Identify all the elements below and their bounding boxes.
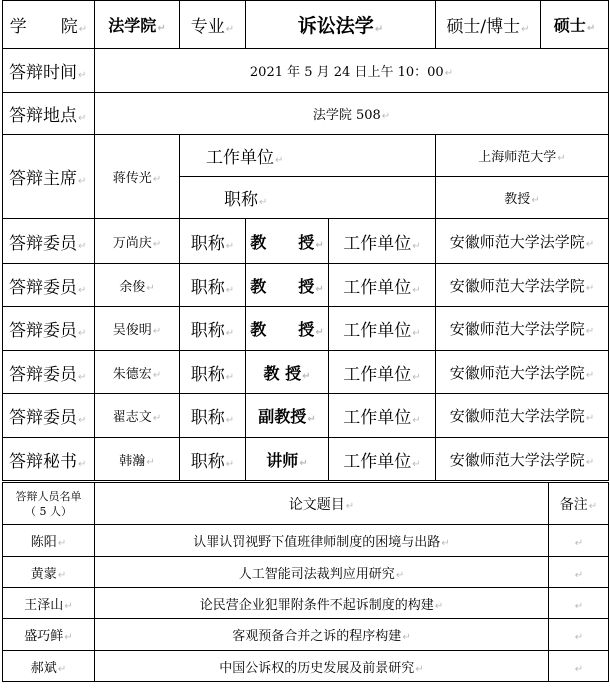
- student-name: 陈阳↵: [3, 525, 95, 557]
- student-row: [3, 619, 609, 651]
- member-unit: 安徽师范大学法学院↵: [436, 264, 609, 307]
- student-note: ↵: [549, 619, 609, 651]
- member-name: 韩瀚↵: [95, 438, 180, 481]
- student-row: [3, 525, 609, 557]
- thesis-topic-header: 论文题目↵: [95, 483, 549, 525]
- member-row: [3, 351, 609, 394]
- member-title: 教 授↵: [246, 219, 329, 264]
- member-title-label: 职称↵: [180, 307, 246, 351]
- member-title: 教 授↵: [246, 307, 329, 351]
- student-row: [3, 651, 609, 682]
- member-title-label: 职称↵: [180, 219, 246, 264]
- member-name: 余俊↵: [95, 264, 180, 307]
- time-label: 答辩时间↵: [3, 49, 95, 93]
- member-row: [3, 438, 609, 481]
- member-unit-label: 工作单位↵: [329, 264, 436, 307]
- member-title-label: 职称↵: [180, 394, 246, 438]
- student-row: [3, 557, 609, 588]
- people-count-label: 答辩人员名单 （ 5 人）: [3, 483, 95, 525]
- member-unit: 安徽师范大学法学院↵: [436, 307, 609, 351]
- member-unit: 安徽师范大学法学院↵: [436, 219, 609, 264]
- student-topic: 认罪认罚视野下值班律师制度的困境与出路↵: [95, 525, 549, 557]
- member-row: [3, 307, 609, 351]
- member-title: 副教授↵: [246, 394, 329, 438]
- note-header: 备注↵: [549, 483, 609, 525]
- defense-info-table: [2, 0, 609, 219]
- member-unit-label: 工作单位↵: [329, 394, 436, 438]
- member-role: 答辩委员↵: [3, 394, 95, 438]
- major-value: 诉讼法学↵: [246, 1, 436, 49]
- member-title: 讲师↵: [246, 438, 329, 481]
- student-name: 黄蒙↵: [3, 557, 95, 588]
- member-unit-label: 工作单位↵: [329, 219, 436, 264]
- place-value: 法学院 508↵: [95, 93, 609, 135]
- place-label: 答辩地点↵: [3, 93, 95, 135]
- member-row: [3, 264, 609, 307]
- member-title-label: 职称↵: [180, 438, 246, 481]
- member-title-label: 职称↵: [180, 351, 246, 394]
- student-topic: 人工智能司法裁判应用研究↵: [95, 557, 549, 588]
- time-value: 2021 年 5 月 24 日上午 10：00↵: [95, 49, 609, 93]
- chair-title-label: 职称↵: [180, 177, 436, 219]
- member-unit: 安徽师范大学法学院↵: [436, 351, 609, 394]
- student-note: ↵: [549, 651, 609, 682]
- student-name: 郝斌↵: [3, 651, 95, 682]
- college-value: 法学院↵: [95, 1, 180, 49]
- student-topic: 客观预备合并之诉的程序构建↵: [95, 619, 549, 651]
- student-note: ↵: [549, 525, 609, 557]
- member-role: 答辩委员↵: [3, 219, 95, 264]
- member-name: 吴俊明↵: [95, 307, 180, 351]
- student-topic: 中国公诉权的历史发展及前景研究↵: [95, 651, 549, 682]
- chair-name: 蒋传光↵: [95, 135, 180, 219]
- student-row: [3, 588, 609, 619]
- student-note: ↵: [549, 588, 609, 619]
- degree-label: 硕士/博士↵: [436, 1, 541, 49]
- committee-members-table: [2, 218, 609, 481]
- member-name: 翟志文↵: [95, 394, 180, 438]
- student-name: 王泽山↵: [3, 588, 95, 619]
- student-topic: 论民营企业犯罪附条件不起诉制度的构建↵: [95, 588, 549, 619]
- degree-value: 硕士↵: [541, 1, 609, 49]
- member-title-label: 职称↵: [180, 264, 246, 307]
- chair-unit-label: 工作单位↵: [180, 135, 436, 177]
- college-label: 学 院↵: [3, 1, 95, 49]
- member-unit: 安徽师范大学法学院↵: [436, 394, 609, 438]
- member-role: 答辩委员↵: [3, 264, 95, 307]
- member-name: 朱德宏↵: [95, 351, 180, 394]
- member-unit-label: 工作单位↵: [329, 438, 436, 481]
- member-unit-label: 工作单位↵: [329, 307, 436, 351]
- thesis-list-table: [2, 482, 609, 682]
- member-role: 答辩委员↵: [3, 351, 95, 394]
- chair-unit-value: 上海师范大学↵: [436, 135, 609, 177]
- member-name: 万尚庆↵: [95, 219, 180, 264]
- chair-title-value: 教授↵: [436, 177, 609, 219]
- member-title: 教 授↵: [246, 264, 329, 307]
- member-row: [3, 394, 609, 438]
- student-name: 盛巧鲜↵: [3, 619, 95, 651]
- major-label: 专业↵: [180, 1, 246, 49]
- member-role: 答辩委员↵: [3, 307, 95, 351]
- member-unit: 安徽师范大学法学院↵: [436, 438, 609, 481]
- member-role: 答辩秘书↵: [3, 438, 95, 481]
- member-row: [3, 219, 609, 264]
- chair-label: 答辩主席↵: [3, 135, 95, 219]
- student-note: ↵: [549, 557, 609, 588]
- member-title: 教 授↵: [246, 351, 329, 394]
- member-unit-label: 工作单位↵: [329, 351, 436, 394]
